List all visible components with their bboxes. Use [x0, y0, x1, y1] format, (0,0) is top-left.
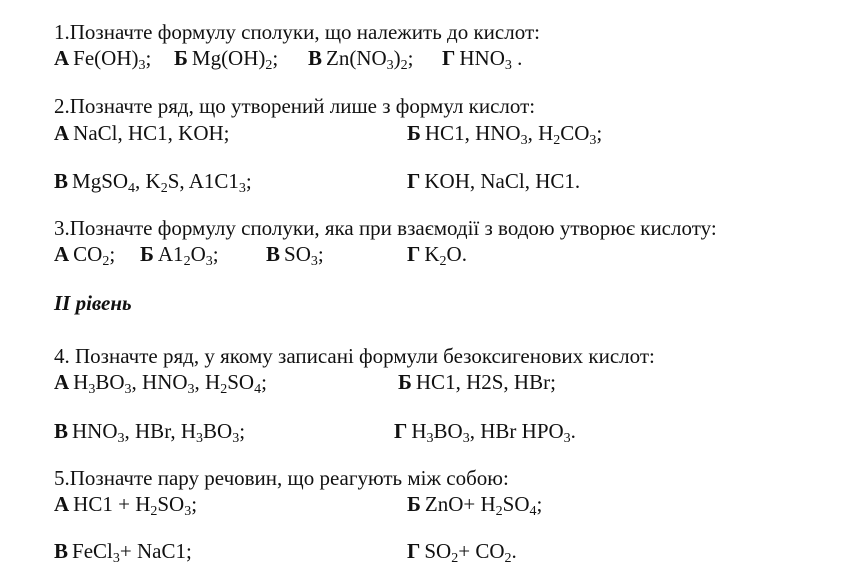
q2-option-c: В MgSO$_4$, $K_2S$, $A1C1_3$;	[54, 169, 252, 196]
level-heading: II рівень	[54, 291, 132, 315]
q2-option-b: Б HC1, $HNO_3$, $H_2CO_3$;	[407, 121, 603, 148]
q5-option-a: А $HC1 + H_2SO_3$;	[54, 492, 198, 519]
q3-option-c: В $SO_3$;	[266, 242, 324, 269]
formula-text: $HNO_3$ .	[459, 46, 523, 73]
formula-text: $Zn(NO_3)_2$;	[326, 46, 414, 73]
formula-text: FeCl$_3$+ NaC1;	[72, 539, 192, 566]
formula-text: HC1, H2S, HBr;	[415, 370, 556, 394]
q5-option-b: Б $ZnO+ H_2SO_4$;	[407, 492, 543, 519]
formula-text: KOH, NaCl, HC1.	[424, 169, 581, 193]
q4-option-c: В $HNO_3$, HBr, $H_3BO_3$;	[54, 419, 246, 446]
formula-text: $HNO_3$, HBr, $H_3BO_3$;	[72, 419, 246, 446]
q3-option-a: А $CO_2$;	[54, 242, 116, 269]
formula-text: $CO_2$;	[73, 242, 116, 269]
question-5-title: 5.Позначте пару речовин, що реагують між собою:	[54, 466, 509, 490]
question-1-title: 1.Позначте формулу сполуки, що належить до кислот:	[54, 20, 540, 44]
q4-option-a: А $H_3BO_3$, $HNO_3$, $H_2SO_4$;	[54, 370, 267, 397]
q3-option-b: Б $A1_2O_3$;	[140, 242, 219, 269]
q2-option-a: А NaCl, HC1, KOH;	[54, 121, 230, 145]
formula-text: $ZnO+ H_2SO_4$;	[424, 492, 543, 519]
formula-text: $H_3BO_3$, HBr $HPO_3$.	[411, 419, 576, 446]
question-4-title: 4. Позначте ряд, у якому записані формули безоксигенових кислот:	[54, 344, 655, 368]
formula-text: $Mg(OH)_2$;	[191, 46, 279, 73]
q1-option-c: В $Zn(NO_3)_2$;	[308, 46, 414, 73]
q5-option-d: Г $SO_2+ CO_2$.	[407, 539, 517, 566]
formula-text: $SO_2+ CO_2$.	[424, 539, 517, 566]
q1-option-b: Б $Mg(OH)_2$;	[174, 46, 279, 73]
formula-text: $HC1 + H_2SO_3$;	[73, 492, 198, 519]
formula-text: NaCl, HC1, KOH;	[73, 121, 230, 145]
formula-text: HC1, $HNO_3$, $H_2CO_3$;	[424, 121, 603, 148]
formula-text: $Fe(OH)_3$;	[73, 46, 152, 73]
formula-text: $A1_2O_3$;	[157, 242, 219, 269]
q1-option-a: А $Fe(OH)_3$;	[54, 46, 152, 73]
formula-text: MgSO$_4$, $K_2S$, $A1C1_3$;	[72, 169, 252, 196]
q5-option-c: В FeCl$_3$+ NaC1;	[54, 539, 192, 566]
q4-option-b: Б HC1, H2S, HBr;	[398, 370, 556, 394]
formula-text: $K_2O$.	[424, 242, 467, 269]
q3-option-d: Г $K_2O$.	[407, 242, 467, 269]
formula-text: $SO_3$;	[284, 242, 324, 269]
formula-text: $H_3BO_3$, $HNO_3$, $H_2SO_4$;	[73, 370, 267, 397]
q2-option-d: Г KOH, NaCl, HC1.	[407, 169, 581, 193]
question-3-title: 3.Позначте формулу сполуки, яка при взаємодії з водою утворює кислоту:	[54, 216, 717, 240]
question-2-title: 2.Позначте ряд, що утворений лише з формул кислот:	[54, 94, 536, 118]
q1-option-d: Г $HNO_3$ .	[442, 46, 523, 73]
q4-option-d: Г $H_3BO_3$, HBr $HPO_3$.	[394, 419, 576, 446]
